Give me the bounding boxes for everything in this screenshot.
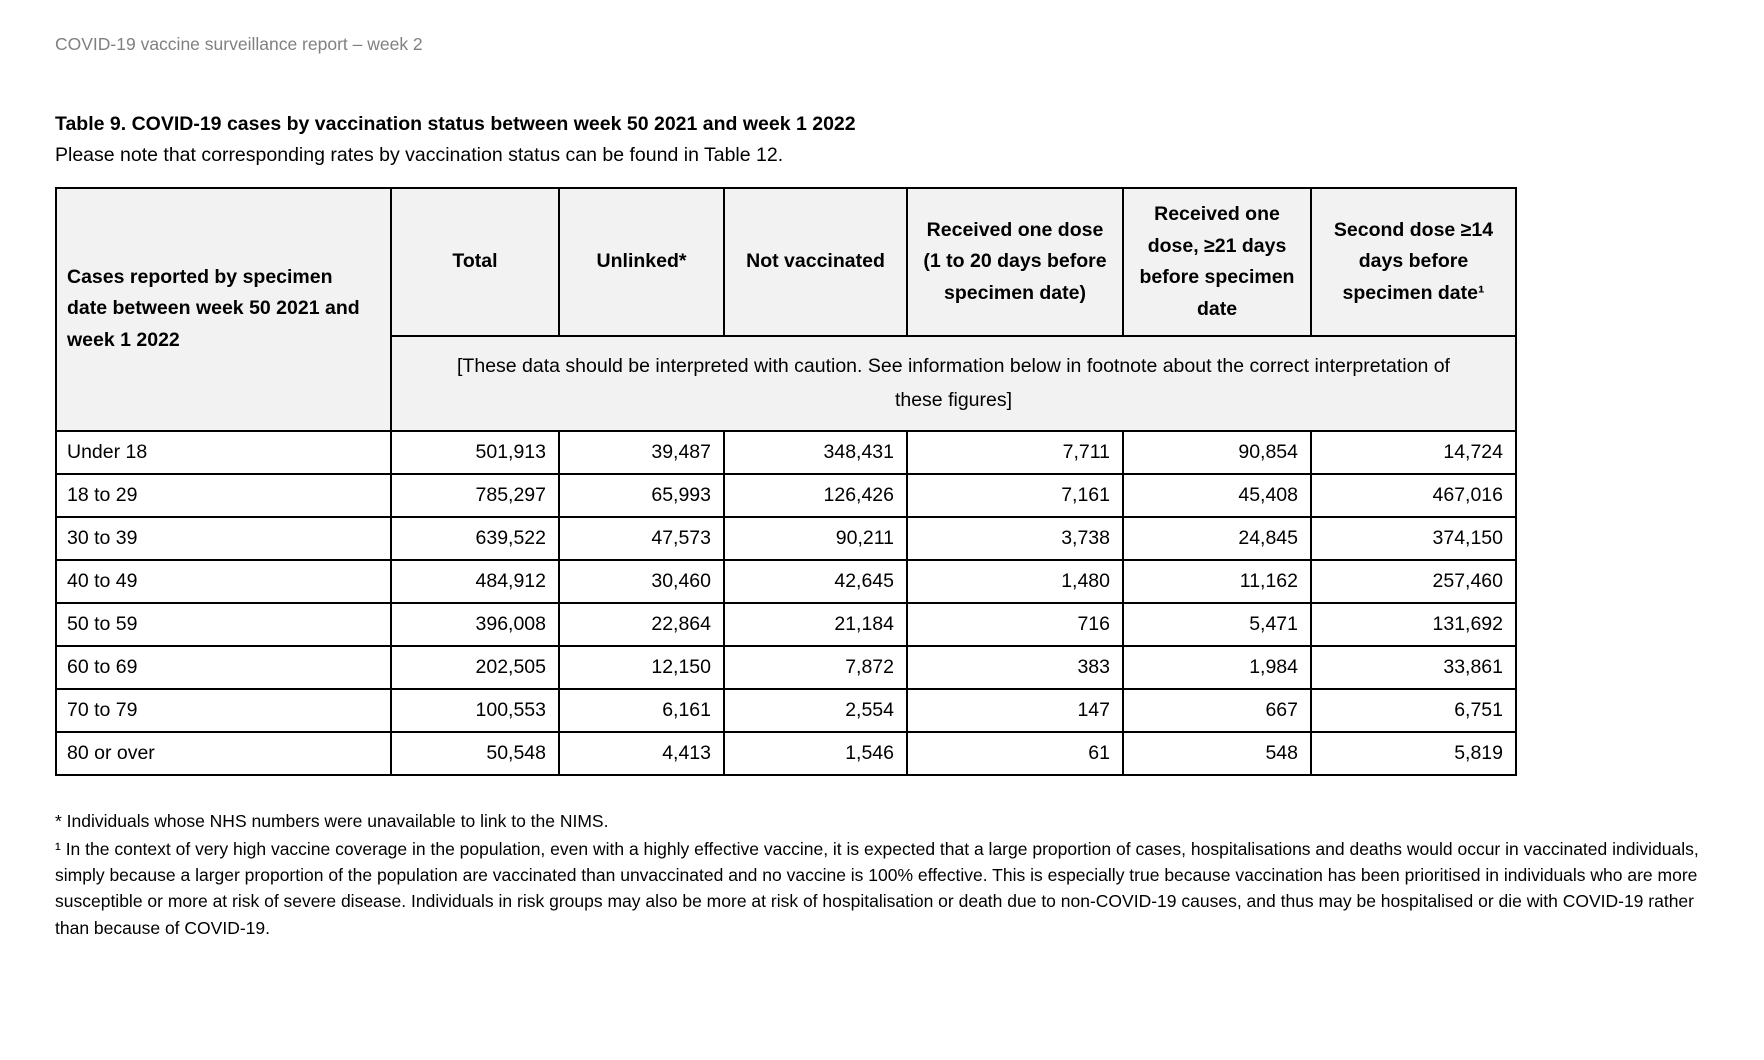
case-count-value: 7,872 [724, 646, 907, 689]
case-count-value: 383 [907, 646, 1123, 689]
case-count-value: 126,426 [724, 474, 907, 517]
case-count-value: 348,431 [724, 431, 907, 474]
header-row [56, 188, 1516, 336]
caution-note: [These data should be interpreted with caution. See information below in footnote about the correct interpretation of these figures] [391, 336, 1516, 430]
case-count-value: 374,150 [1311, 517, 1516, 560]
case-count-value: 61 [907, 732, 1123, 775]
case-count-value: 5,819 [1311, 732, 1516, 775]
case-count-value: 667 [1123, 689, 1311, 732]
column-header-one-dose-1-20-days: Received one dose (1 to 20 days before specimen date) [907, 188, 1123, 336]
case-count-value: 785,297 [391, 474, 559, 517]
case-count-value: 7,711 [907, 431, 1123, 474]
table-row [56, 517, 1516, 560]
case-count-value: 5,471 [1123, 603, 1311, 646]
case-count-value: 33,861 [1311, 646, 1516, 689]
column-header-not-vaccinated: Not vaccinated [724, 188, 907, 336]
footnote-asterisk: * Individuals whose NHS numbers were unavailable to link to the NIMS. [55, 810, 609, 831]
case-count-value: 2,554 [724, 689, 907, 732]
case-count-value: 100,553 [391, 689, 559, 732]
table-row [56, 474, 1516, 517]
table-body [56, 431, 1516, 775]
column-header-total: Total [391, 188, 559, 336]
column-header-one-dose-21-days: Received one dose, ≥21 days before specimen date [1123, 188, 1311, 336]
case-count-value: 639,522 [391, 517, 559, 560]
case-count-value: 30,460 [559, 560, 724, 603]
case-count-value: 7,161 [907, 474, 1123, 517]
case-count-value: 257,460 [1311, 560, 1516, 603]
case-count-value: 24,845 [1123, 517, 1311, 560]
case-count-value: 45,408 [1123, 474, 1311, 517]
case-count-value: 11,162 [1123, 560, 1311, 603]
age-group-label: 40 to 49 [56, 560, 391, 603]
case-count-value: 3,738 [907, 517, 1123, 560]
age-group-label: 80 or over [56, 732, 391, 775]
case-count-value: 21,184 [724, 603, 907, 646]
case-count-value: 39,487 [559, 431, 724, 474]
case-count-value: 548 [1123, 732, 1311, 775]
case-count-value: 42,645 [724, 560, 907, 603]
case-count-value: 716 [907, 603, 1123, 646]
case-count-value: 65,993 [559, 474, 724, 517]
case-count-value: 12,150 [559, 646, 724, 689]
age-group-label: 18 to 29 [56, 474, 391, 517]
table-row [56, 732, 1516, 775]
case-count-value: 4,413 [559, 732, 724, 775]
cases-by-vaccination-status-table [55, 187, 1517, 776]
column-header-unlinked: Unlinked* [559, 188, 724, 336]
case-count-value: 22,864 [559, 603, 724, 646]
row-header-label: Cases reported by specimen date between week 50 2021 and week 1 2022 [56, 188, 391, 431]
case-count-value: 1,546 [724, 732, 907, 775]
table-title: Table 9. COVID-19 cases by vaccination status between week 50 2021 and week 1 2022 [55, 113, 856, 135]
case-count-value: 90,854 [1123, 431, 1311, 474]
case-count-value: 131,692 [1311, 603, 1516, 646]
footnotes [55, 808, 1712, 941]
table-row [56, 431, 1516, 474]
column-header-second-dose-14-days: Second dose ≥14 days before specimen date¹ [1311, 188, 1516, 336]
case-count-value: 1,480 [907, 560, 1123, 603]
case-count-value: 501,913 [391, 431, 559, 474]
age-group-label: 30 to 39 [56, 517, 391, 560]
age-group-label: Under 18 [56, 431, 391, 474]
case-count-value: 484,912 [391, 560, 559, 603]
age-group-label: 70 to 79 [56, 689, 391, 732]
case-count-value: 90,211 [724, 517, 907, 560]
age-group-label: 50 to 59 [56, 603, 391, 646]
table-row [56, 646, 1516, 689]
case-count-value: 6,161 [559, 689, 724, 732]
case-count-value: 14,724 [1311, 431, 1516, 474]
case-count-value: 47,573 [559, 517, 724, 560]
case-count-value: 396,008 [391, 603, 559, 646]
case-count-value: 467,016 [1311, 474, 1516, 517]
case-count-value: 1,984 [1123, 646, 1311, 689]
case-count-value: 6,751 [1311, 689, 1516, 732]
age-group-label: 60 to 69 [56, 646, 391, 689]
running-header: COVID-19 vaccine surveillance report – week 2 [55, 34, 423, 54]
table-row [56, 689, 1516, 732]
case-count-value: 202,505 [391, 646, 559, 689]
table-row [56, 560, 1516, 603]
table-subtitle: Please note that corresponding rates by vaccination status can be found in Table 12. [55, 144, 784, 166]
footnote-one: ¹ In the context of very high vaccine coverage in the population, even with a highly effective vaccine, it is expected that a large proportion of cases, hospitalisations and deaths would occur in vaccinated individuals, simply because a larger proportion of the population are vaccinated than unvaccinated and no vaccine is 100% effective. This is especially true because vaccination has been prioritised in individuals who are more susceptible or more at risk of severe disease. Individuals in risk groups may also be more at risk of hospitalisation or death due to non-COVID-19 causes, and thus may be hospitalised or die with COVID-19 rather than because of COVID-19. [55, 838, 1699, 938]
case-count-value: 50,548 [391, 732, 559, 775]
case-count-value: 147 [907, 689, 1123, 732]
table-row [56, 603, 1516, 646]
